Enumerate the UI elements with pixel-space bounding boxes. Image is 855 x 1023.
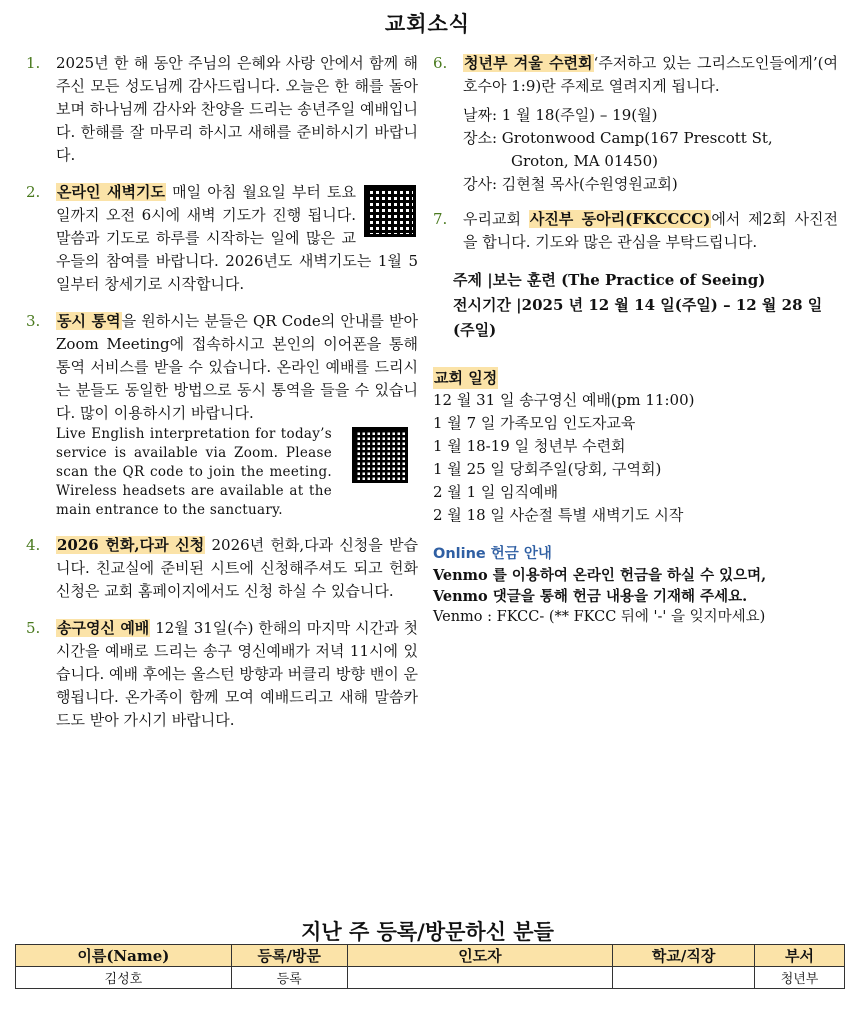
item-highlight: 사진부 동아리(FKCCCC) bbox=[529, 210, 711, 228]
retreat-place-cont: Groton, MA 01450) bbox=[511, 152, 658, 170]
item-number: 1. bbox=[26, 54, 41, 72]
news-item-4 bbox=[26, 534, 418, 603]
online-offering bbox=[433, 543, 838, 628]
exhibit-theme: 주제 |보는 훈련 (The Practice of Seeing) bbox=[453, 271, 766, 289]
item-number: 4. bbox=[26, 536, 41, 554]
schedule-item: 2 월 18 일 사순절 특별 새벽기도 시작 bbox=[433, 506, 684, 524]
qr-code-icon[interactable] bbox=[364, 185, 416, 237]
left-column bbox=[26, 52, 418, 746]
news-item-6 bbox=[433, 52, 838, 98]
column-header: 인도자 bbox=[347, 945, 613, 967]
item-highlight: 송구영신 예배 bbox=[57, 619, 150, 637]
right-column bbox=[433, 52, 838, 628]
item-highlight: 온라인 새벽기도 bbox=[57, 183, 166, 201]
table-cell bbox=[613, 967, 755, 989]
retreat-speaker: 강사: 김현철 목사(수원영원교회) bbox=[463, 175, 678, 193]
online-line: Venmo 댓글을 통해 헌금 내용을 기재해 주세요. bbox=[433, 588, 748, 605]
schedule-section bbox=[433, 367, 838, 527]
column-header: 학교/직장 bbox=[613, 945, 755, 967]
table-row bbox=[16, 967, 845, 989]
schedule-item: 1 월 25 일 당회주일(당회, 구역회) bbox=[433, 460, 662, 478]
item-text: 12월 31일(수) 한해의 마지막 시간과 첫시간을 예배로 드리는 송구 영신예배가 저녁 11시에 있습니다. 예배 후에는 올스턴 방향과 버클리 방향 밴이 운행됩니다. 온가족이 함께 모여 예배드리고 새해 말씀카드도 받아 가시기 바랍니다. bbox=[56, 619, 419, 729]
exhibit-period: 전시기간 |2025 년 12 월 14 일(주일) – 12 월 28 일(주일) bbox=[453, 296, 823, 339]
table-cell bbox=[347, 967, 613, 989]
item-text: ‘주저하고 있는 그리스도인들에게’(여호수아 1:9)란 주제로 열려지게 됩니다. bbox=[463, 54, 838, 95]
exhibit-info bbox=[453, 268, 838, 343]
schedule-item: 1 월 7 일 가족모임 인도자교육 bbox=[433, 414, 636, 432]
item-text: 2026년 헌화,다과 신청을 받습니다. 친교실에 준비된 시트에 신청해주셔도 되고 헌화 신청은 교회 홈페이지에서도 신청 하실 수 있습니다. bbox=[56, 536, 418, 600]
item-number: 2. bbox=[26, 183, 41, 201]
item-pre: 우리교회 bbox=[463, 210, 529, 228]
page-title: 교회소식 bbox=[384, 11, 471, 36]
registration-table bbox=[15, 944, 845, 989]
item-number: 7. bbox=[433, 210, 448, 228]
news-item-2 bbox=[26, 181, 418, 296]
item-number: 5. bbox=[26, 619, 41, 637]
schedule-title: 교회 일정 bbox=[434, 369, 498, 387]
qr-code-icon[interactable] bbox=[352, 427, 408, 483]
schedule-item: 12 월 31 일 송구영신 예배(pm 11:00) bbox=[433, 391, 695, 409]
schedule-item: 1 월 18-19 일 청년부 수련회 bbox=[433, 437, 626, 455]
retreat-details bbox=[463, 104, 838, 196]
item-text: 에서 제2회 사진전을 합니다. 기도와 많은 관심을 부탁드립니다. bbox=[463, 210, 838, 251]
online-venmo: Venmo : FKCC- (** FKCC 뒤에 '-' 을 잊지마세요) bbox=[433, 609, 766, 625]
item-highlight: 2026 헌화,다과 신청 bbox=[57, 536, 205, 554]
online-title: Online 헌금 안내 bbox=[433, 546, 552, 562]
table-cell: 등록 bbox=[231, 967, 347, 989]
retreat-place: 장소: Grotonwood Camp(167 Prescott St, bbox=[463, 129, 773, 147]
online-line: Venmo 를 이용하여 온라인 헌금을 하실 수 있으며, bbox=[433, 567, 767, 584]
news-item-5 bbox=[26, 617, 418, 732]
schedule-item: 2 월 1 일 임직예배 bbox=[433, 483, 559, 501]
item-number: 3. bbox=[26, 312, 41, 330]
item-highlight: 동시 통역 bbox=[57, 312, 121, 330]
item-highlight: 청년부 겨울 수련회 bbox=[464, 54, 593, 72]
item-text: 2025년 한 해 동안 주님의 은혜와 사랑 안에서 함께 해주신 모든 성도님께 감사드립니다. 오늘은 한 해를 돌아보며 하나님께 감사와 찬양을 드리는 송년주일 예배입니다. 한해를 잘 마무리 하시고 새해를 준비하시기 바랍니다. bbox=[56, 54, 418, 164]
news-item-1 bbox=[26, 52, 418, 167]
retreat-date: 날짜: 1 월 18(주일) – 19(월) bbox=[463, 106, 658, 124]
item-text: 을 원하시는 분들은 QR Code의 안내를 받아 Zoom Meeting에 접속하시고 본인의 이어폰을 통해 통역 서비스를 받을 수 있습니다. 온라인 예배를 드리시는 분들도 동일한 방법으로 동시 통역을 들을 수 있습니다. 많이 이용하시기 바랍니다. bbox=[56, 312, 418, 422]
item-number: 6. bbox=[433, 54, 448, 72]
table-cell: 청년부 bbox=[755, 967, 845, 989]
registration-title: 지난 주 등록/방문하신 분들 bbox=[301, 919, 554, 944]
column-header: 이름(Name) bbox=[16, 945, 232, 967]
table-cell: 김성호 bbox=[16, 967, 232, 989]
column-header: 등록/방문 bbox=[231, 945, 347, 967]
news-item-3 bbox=[26, 310, 418, 520]
column-header: 부서 bbox=[755, 945, 845, 967]
english-note: Live English interpretation for today’s service is available via Zoom. Please scan the QR code to join the meeting. Wireless headsets are available at the main entrance to the sanctuary. bbox=[56, 426, 332, 518]
item-text: 매일 아침 월요일 부터 토요일까지 오전 6시에 새벽 기도가 진행 됩니다. 말씀과 기도로 하루를 시작하는 일에 많은 교우들의 참여를 바랍니다. 2026년도 새벽기도는 1월 5일부터 창세기로 시작합니다. bbox=[56, 183, 418, 293]
news-item-7 bbox=[433, 208, 838, 254]
